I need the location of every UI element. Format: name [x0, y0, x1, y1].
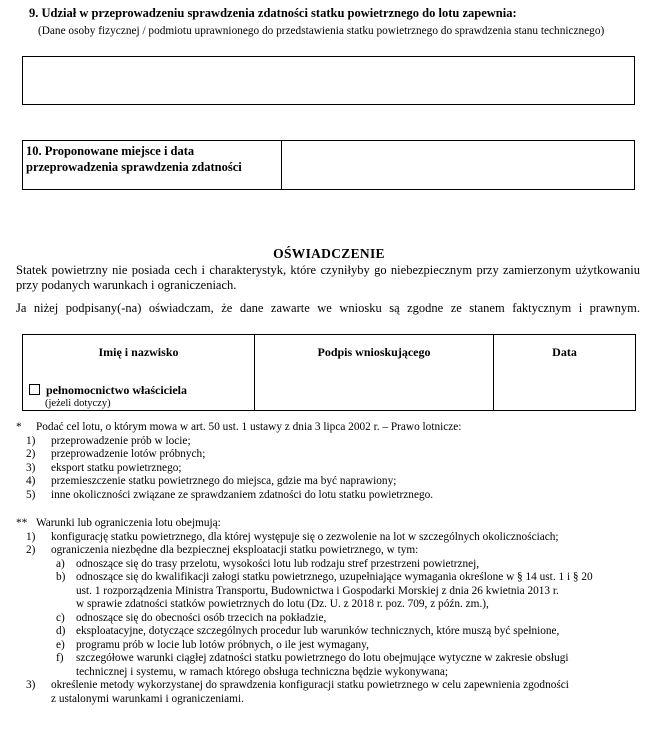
footnote-2-intro: Warunki lub ograniczenia lotu obejmują: — [36, 517, 221, 529]
proxy-note: (jeżeli dotyczy) — [45, 398, 111, 409]
list-item-continued: z ustalonymi warunkami i ograniczeniami. — [51, 692, 244, 705]
footnote-1-intro: Podać cel lotu, o którym mowa w art. 50 ust. 1 ustawy z dnia 3 lipca 2002 r. – Prawo lotnicze: — [36, 421, 462, 433]
footnote-1-marker: * — [16, 421, 22, 433]
proxy-label: pełnomocnictwo właściciela — [46, 383, 187, 397]
date-column-header: Data — [552, 345, 577, 359]
name-column-header: Imię i nazwisko — [98, 345, 179, 359]
list-item: 1) konfigurację statku powietrznego, dla której występuje się o zezwolenie na lot w szczególnych okolicznościach; — [26, 530, 559, 543]
list-item: a) odnoszące się do trasy przelotu, wysokości lotu lub rodzaju stref przestrzeni powietrznej, — [56, 557, 480, 570]
declaration-paragraph-2: Ja niżej podpisany(-na) oświadczam, że dane zawarte we wniosku są zgodne ze stanem faktycznym i prawnym. — [16, 301, 640, 315]
signature-table — [22, 334, 636, 411]
list-item: f) szczegółowe warunki ciągłej zdatności statku powietrznego do lotu obejmujące wytyczne w zakresie obsługi — [56, 652, 569, 664]
list-item-continued: technicznej i systemu, w ramach którego obsługa techniczna będzie wykonywana; — [76, 665, 449, 678]
signature-column-header: Podpis wnioskującego — [317, 345, 431, 359]
section-9-title: 9. Udział w przeprowadzeniu sprawdzenia zdatności statku powietrznego do lotu zapewnia: — [29, 6, 517, 20]
list-item: b) odnoszące się do kwalifikacji załogi statku powietrznego, uzupełniające wymagania określone w § 14 ust. 1 i § 20 — [56, 571, 593, 583]
list-item: 3) określenie metody wykorzystanej do sprawdzenia konfiguracji statku powietrznego w celu zapewnienia zgodności — [26, 679, 569, 691]
section-9-input-box[interactable] — [22, 56, 635, 105]
list-item: e) programu prób w locie lub lotów próbnych, o ile jest wymagany, — [56, 638, 369, 651]
declaration-title: OŚWIADCZENIE — [273, 246, 385, 261]
list-item: 5) inne okoliczności związane ze sprawdzaniem zdatności do lotu statku powietrznego. — [26, 488, 434, 501]
signature-cell[interactable] — [255, 335, 494, 411]
section-10-label — [23, 141, 282, 189]
section-9-note: (Dane osoby fizycznej / podmiotu uprawnionego do przedstawienia statku powietrznego do sprawdzenia stanu technicznego) — [38, 25, 605, 37]
proxy-checkbox[interactable] — [29, 384, 40, 395]
list-item: c) odnoszące się do obecności osób trzecich na pokładzie, — [56, 611, 327, 624]
proxy-checkbox-row[interactable] — [29, 383, 187, 398]
footnote-1 — [16, 421, 640, 502]
list-item: 3) eksport statku powietrznego; — [26, 461, 182, 474]
footnote-2 — [16, 517, 640, 706]
list-item: 2) przeprowadzenie lotów próbnych; — [26, 448, 206, 460]
list-item-continued: ust. 1 rozporządzenia Ministra Transportu, Budownictwa i Gospodarki Morskiej z dnia 26 kwietnia 2013 r. — [76, 584, 559, 597]
section-10-table — [22, 140, 635, 190]
section-10-label-line2: przeprowadzenia sprawdzenia zdatności — [26, 160, 242, 174]
declaration-paragraph-1: Statek powietrzny nie posiada cech i charakterystyk, które czyniłyby go niebezpiecznym przy zamierzonym użytkowaniu przy podanych warunkach i ograniczeniach. — [16, 263, 640, 292]
list-item: 1) przeprowadzenie prób w locie; — [26, 434, 191, 447]
name-cell[interactable] — [23, 335, 255, 411]
list-item: 4) przemieszczenie statku powietrznego do miejsca, gdzie ma być naprawiony; — [26, 475, 397, 487]
list-item: d) eksploatacyjne, dotyczące szczególnych procedur lub warunków technicznych, które muszą być spełnione, — [56, 625, 560, 637]
date-cell[interactable] — [494, 335, 636, 411]
section-10-input-cell[interactable] — [282, 141, 634, 189]
list-item: 2) ograniczenia niezbędne dla bezpiecznej eksploatacji statku powietrznego, w tym: — [26, 544, 419, 556]
footnote-2-marker: ** — [16, 517, 28, 529]
list-item-continued: w sprawie zdatności statków powietrznych do lotu (Dz. U. z 2018 r. poz. 709, z późn. zm.), — [76, 598, 489, 610]
section-10-label-line1: 10. Proponowane miejsce i data — [26, 144, 195, 158]
